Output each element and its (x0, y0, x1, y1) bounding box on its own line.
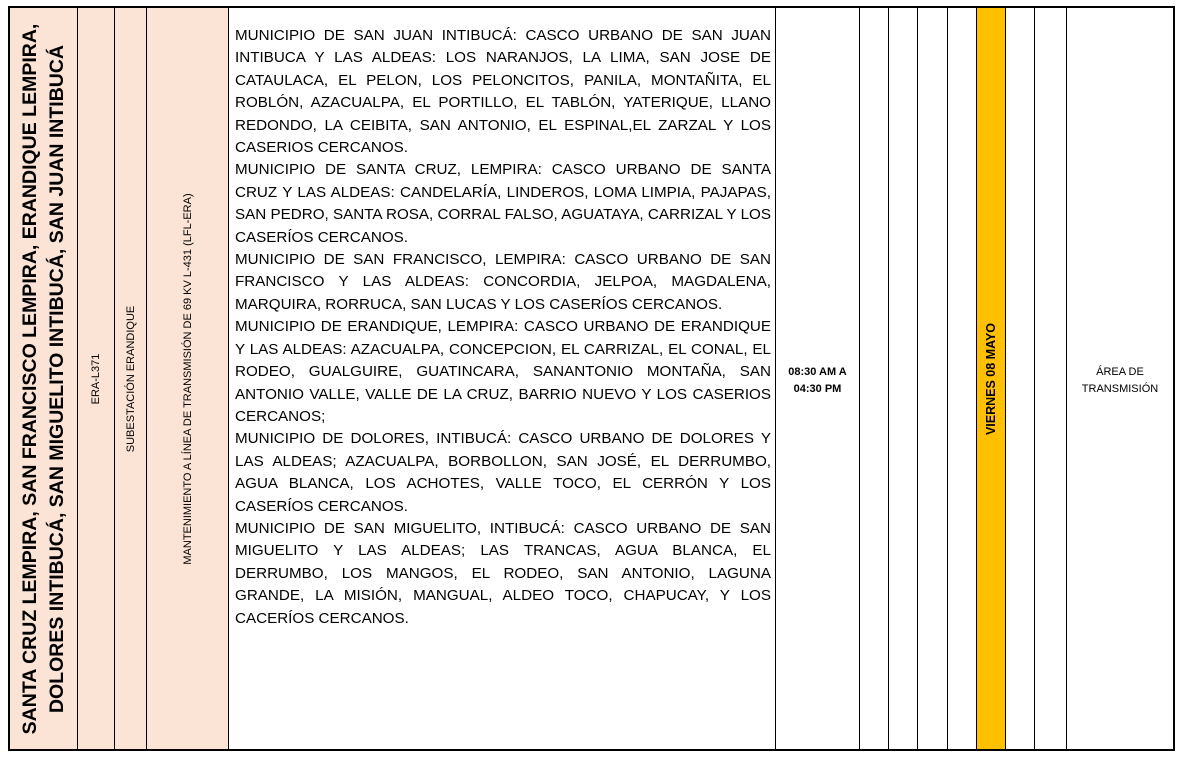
day-cell-empty (1006, 8, 1035, 749)
area-line-2: TRANSMISIÓN (1081, 383, 1159, 395)
work-cell (147, 8, 229, 749)
schedule-cell (776, 8, 860, 749)
area-cell (1067, 8, 1173, 749)
circuit-cell (78, 8, 115, 749)
area-line-1: ÁREA DE (1096, 366, 1144, 378)
schedule-text (776, 364, 859, 398)
substation-cell (115, 8, 147, 749)
zone-paragraph: MUNICIPIO DE SAN FRANCISCO, LEMPIRA: CASCO URBANO DE SAN FRANCISCO Y LAS ALDEAS: CONCORDIA, JELPOA, MAGDALENA, MARQUIRA, RORRUCA, SAN LUCAS Y LOS CASERÍOS CERCANOS. (235, 251, 771, 313)
schedule-end: 04:30 PM (793, 383, 842, 395)
zone-paragraph: MUNICIPIO DE SAN MIGUELITO, INTIBUCÁ: CASCO URBANO DE SAN MIGUELITO Y LAS ALDEAS; LAS TRANCAS, AGUA BLANCA, EL DERRUMBO, LOS MANGOS, EL RODEO, SAN ANTONIO, LAGUNA GRANDE, LA MISIÓN, MANGUAL, ALDEO TOCO, CHAPUCAY, Y LOS CACERÍOS CERCANOS. (235, 519, 771, 627)
affected-zones-cell (229, 8, 776, 749)
work-text: MANTENIMIENTO A LÍNEA DE TRANSMISIÓN DE 69 KV L-431 (LFL-ERA) (181, 192, 194, 565)
day-cell-empty (1035, 8, 1067, 749)
day-text: VIERNES 08 MAYO (984, 322, 998, 435)
schedule-start: 08:30 AM A (788, 366, 847, 378)
circuit-text: ERA-L371 (90, 353, 102, 404)
affected-zones-text (235, 25, 771, 630)
day-cell-empty (918, 8, 948, 749)
outage-schedule-table (8, 6, 1175, 751)
day-cell-empty (860, 8, 889, 749)
region-text: SANTA CRUZ LEMPIRA, SAN FRANCISCO LEMPIRA, ERANDIQUE LEMPIRA, DOLORES INTIBUCÁ, SAN MIGUELITO INTIBUCÁ, SAN JUAN INTIBUCÁ (18, 23, 68, 734)
day-cell-empty (889, 8, 918, 749)
region-cell (10, 8, 78, 749)
substation-text: SUBESTACIÓN ERANDIQUE (124, 305, 137, 452)
zone-paragraph: MUNICIPIO DE SANTA CRUZ, LEMPIRA: CASCO URBANO DE SANTA CRUZ Y LAS ALDEAS: CANDELARÍA, LINDEROS, LOMA LIMPIA, PAJAPAS, SAN PEDRO, SANTA ROSA, CORRAL FALSO, AGUATAYA, CARRIZAL Y LOS CASERÍOS CERCANOS. (235, 161, 771, 246)
zone-paragraph: MUNICIPIO DE ERANDIQUE, LEMPIRA: CASCO URBANO DE ERANDIQUE Y LAS ALDEAS: AZACUALPA, CONCEPCION, EL CARRIZAL, EL CONAL, EL RODEO, GUALGUIRE, GUATINCARA, SANANTONIO MONTAÑA, SAN ANTONIO VALLE, VALLE DE LA CRUZ, BARRIO NUEVO Y LOS CASERIOS CERCANOS; (235, 318, 771, 425)
area-text (1067, 364, 1173, 398)
day-cell-highlighted (977, 8, 1006, 749)
zone-paragraph: MUNICIPIO DE SAN JUAN INTIBUCÁ: CASCO URBANO DE SAN JUAN INTIBUCA Y LAS ALDEAS: LOS NARANJOS, LA LIMA, SAN JOSE DE CATAULACA, EL PELON, LOS PELONCITOS, PANILA, MONTAÑITA, EL ROBLÓN, AZACUALPA, EL PORTILLO, EL TABLÓN, YATERIQUE, LLANO REDONDO, LA CEIBITA, SAN ANTONIO, EL ESPINAL,EL ZARZAL Y LOS CASERIOS CERCANOS. (235, 27, 771, 157)
zone-paragraph: MUNICIPIO DE DOLORES, INTIBUCÁ: CASCO URBANO DE DOLORES Y LAS ALDEAS; AZACUALPA, BORBOLLON, SAN JOSÉ, EL DERRUMBO, AGUA BLANCA, LOS ACHOTES, VALLE TOCO, EL CERRÓN Y LOS CASERÍOS CERCANOS. (235, 430, 771, 515)
day-cell-empty (948, 8, 977, 749)
